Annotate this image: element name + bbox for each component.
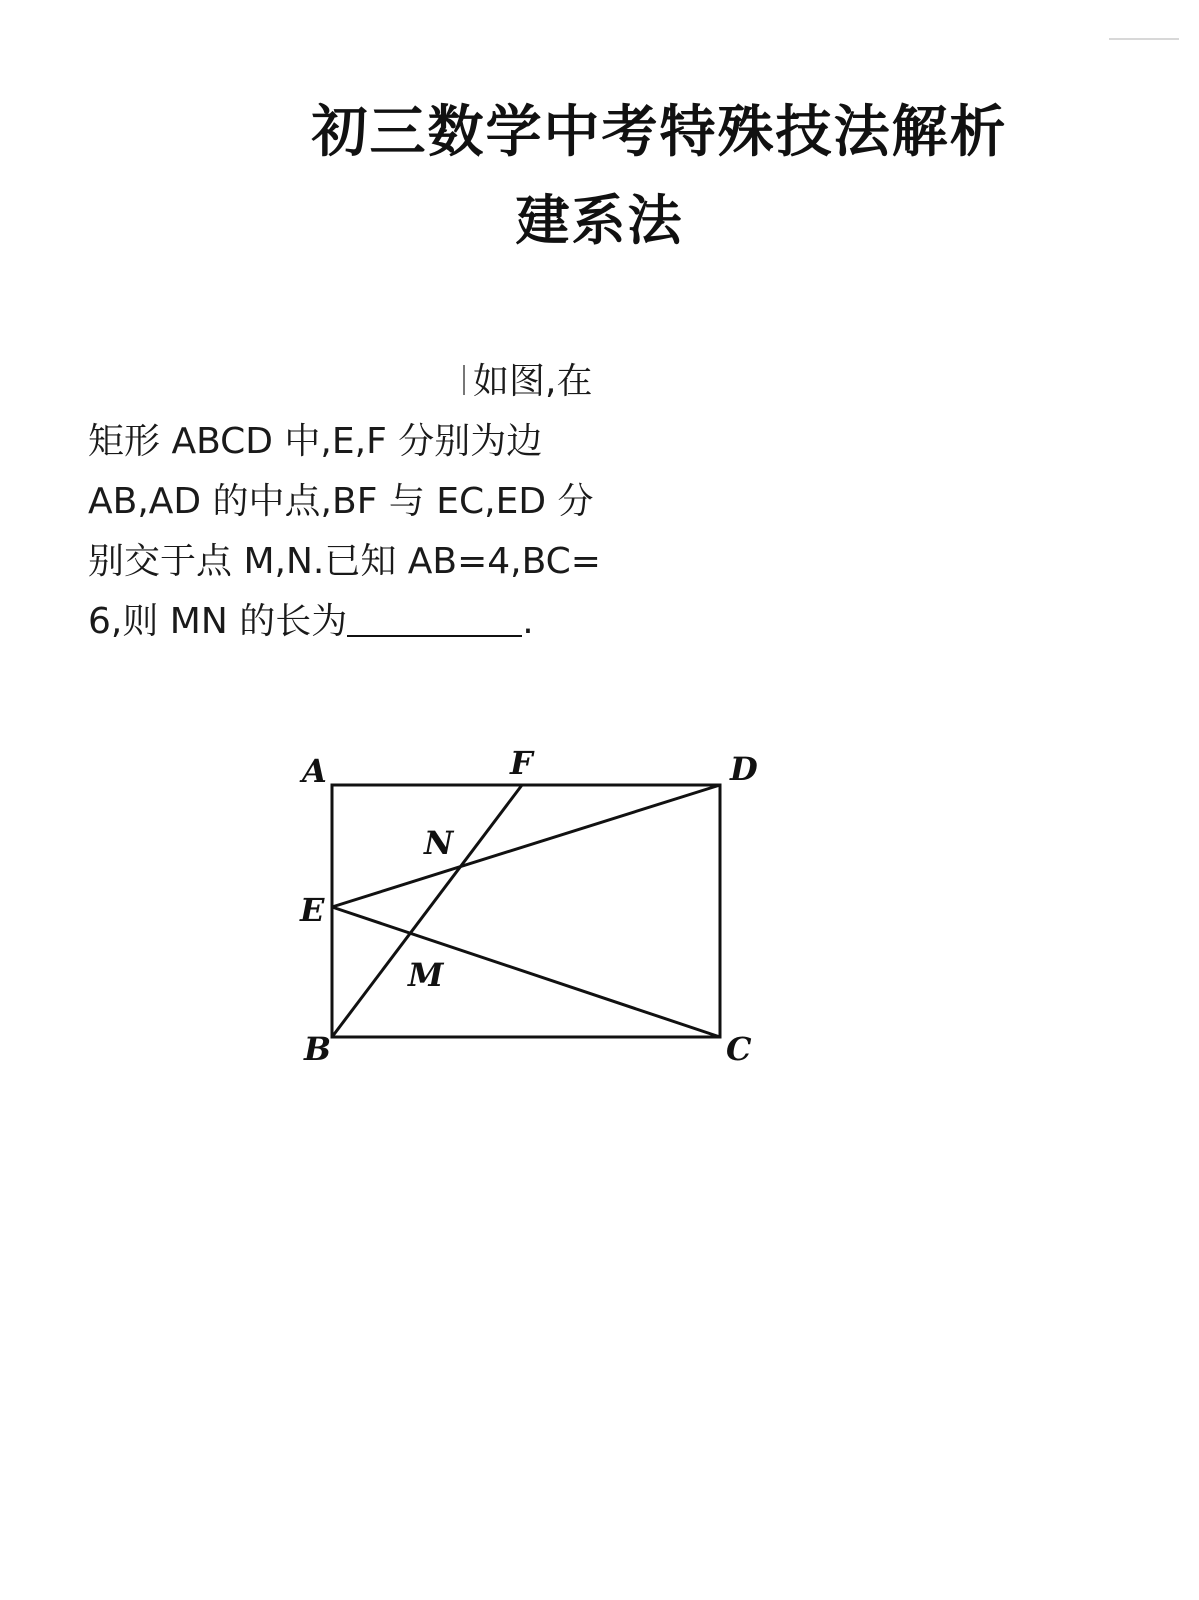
problem-line-5 xyxy=(88,592,608,652)
label-a: A xyxy=(302,752,327,790)
segment-ec xyxy=(332,907,720,1037)
rectangle-diagram xyxy=(290,740,770,1080)
label-b: B xyxy=(304,1030,332,1068)
segment-bf xyxy=(332,785,522,1037)
document-subtitle: 建系法 xyxy=(515,189,684,252)
rectangle-abcd xyxy=(332,785,720,1037)
problem-text xyxy=(88,352,608,652)
answer-blank[interactable] xyxy=(347,603,522,637)
scan-artifact xyxy=(1109,38,1179,40)
problem-line-2: 矩形 ABCD 中,E,F 分别为边 xyxy=(88,421,543,462)
problem-line-5-text: 6,则 MN 的长为 xyxy=(88,601,348,642)
segment-ed xyxy=(332,785,720,907)
document-title: 初三数学中考特殊技法解析 xyxy=(311,100,1008,165)
problem-line-3: AB,AD 的中点,BF 与 EC,ED 分 xyxy=(88,481,594,522)
end-period: . xyxy=(522,601,534,642)
problem-line-1: 如图,在 xyxy=(88,352,608,412)
problem-line-4: 别交于点 M,N.已知 AB=4,BC= xyxy=(88,541,601,582)
label-d: D xyxy=(730,750,758,788)
label-f: F xyxy=(510,744,533,782)
label-c: C xyxy=(726,1030,752,1068)
geometry-figure xyxy=(290,740,770,1080)
label-n: N xyxy=(424,824,454,862)
label-e: E xyxy=(300,891,325,929)
label-m: M xyxy=(408,956,444,994)
